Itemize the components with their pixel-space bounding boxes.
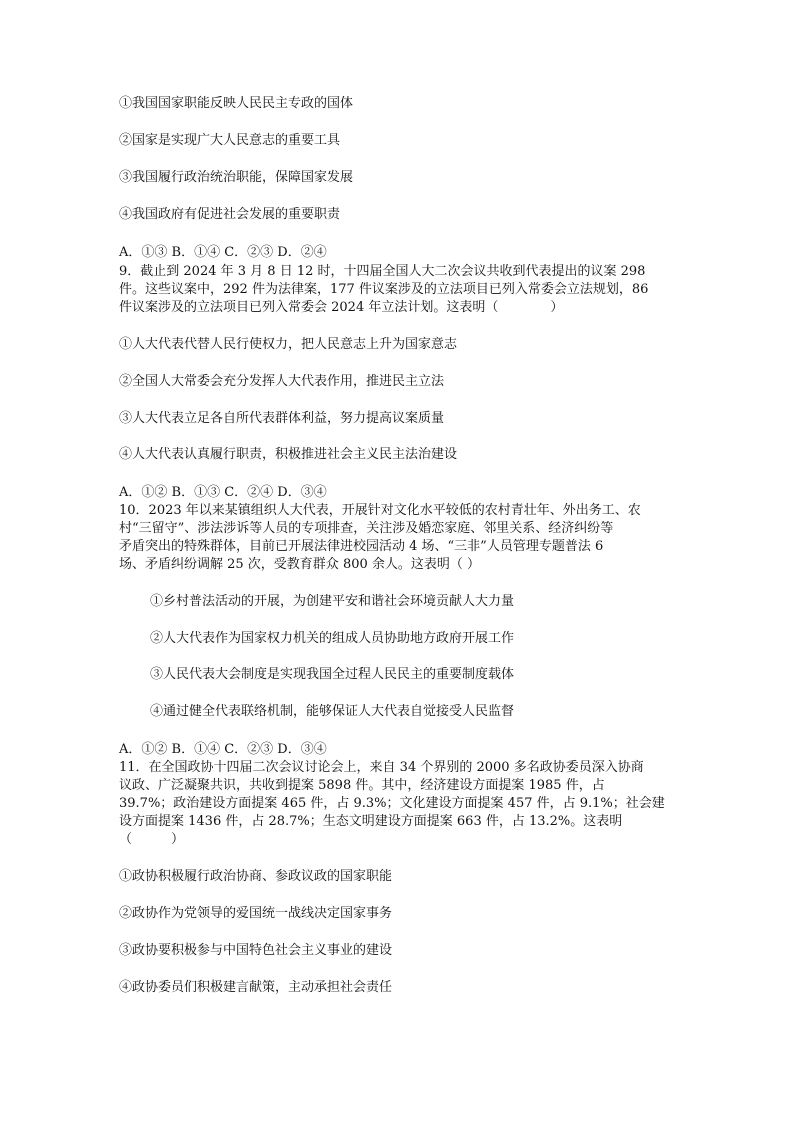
q11-stem-line-5: （ ）	[119, 832, 185, 847]
q10-stem-line-1: 10．2023 年以来某镇组织人大代表，开展针对文化水平较低的农村青壮年、外出务工、农	[119, 503, 641, 518]
q10-choices: A．①② B．①④ C．②③ D．③④	[119, 742, 327, 757]
q10-stem-line-4: 场、矛盾纠纷调解 25 次，受教育群众 800 余人。这表明（ ）	[119, 557, 481, 572]
q9-choices: A．①② B．①③ C．②④ D．③④	[119, 485, 327, 500]
q11-stem-line-3: 39.7%；政治建设方面提案 465 件，占 9.3%；文化建设方面提案 457 件，占 9.1%；社会建	[119, 796, 665, 811]
q10-stem-line-3: 矛盾突出的特殊群体，目前已开展法律进校园活动 4 场、“三非”人员管理专题普法 6	[119, 539, 604, 554]
q10-option-4: ④通过健全代表联络机制，能够保证人大代表自觉接受人民监督	[150, 704, 515, 719]
q11-option-2: ②政协作为党领导的爱国统一战线决定国家事务	[119, 906, 393, 921]
q11-option-3: ③政协要积极参与中国特色社会主义事业的建设	[119, 943, 393, 958]
q9-option-2: ②全国人大常委会充分发挥人大代表作用，推进民主立法	[119, 374, 445, 389]
q9-option-4: ④人大代表认真履行职责，积极推进社会主义民主法治建设	[119, 447, 458, 462]
q9-option-3: ③人大代表立足各自所代表群体利益，努力提高议案质量	[119, 411, 445, 426]
q8-option-4: ④我国政府有促进社会发展的重要职责	[119, 207, 341, 222]
q10-option-2: ②人大代表作为国家权力机关的组成人员协助地方政府开展工作	[150, 631, 515, 646]
q11-option-4: ④政协委员们积极建言献策，主动承担社会责任	[119, 980, 393, 995]
q9-stem-line-1: 9．截止到 2024 年 3 月 8 日 12 时，十四届全国人大二次会议共收到代表提出的议案 298	[119, 264, 646, 279]
q11-stem-line-1: 11．在全国政协十四届二次会议讨论会上，来自 34 个界别的 2000 多名政协委员深入协商	[119, 760, 644, 775]
q10-option-3: ③人民代表大会制度是实现我国全过程人民民主的重要制度载体	[150, 667, 515, 682]
q8-option-1: ①我国国家职能反映人民民主专政的国体	[119, 96, 354, 111]
q11-option-1: ①政协积极履行政治协商、参政议政的国家职能	[119, 869, 393, 884]
q10-option-1: ①乡村普法活动的开展，为创建平安和谐社会环境贡献人大力量	[150, 594, 515, 609]
q8-choices: A．①③ B．①④ C．②③ D．②④	[119, 245, 327, 260]
q11-stem-line-2: 议政、广泛凝聚共识，共收到提案 5898 件。其中，经济建设方面提案 1985 件，占	[119, 778, 605, 793]
q9-stem-line-3: 件议案涉及的立法项目已列入常委会 2024 年立法计划。这表明（ ）	[119, 300, 564, 315]
q9-option-1: ①人大代表代替人民行使权力，把人民意志上升为国家意志	[119, 337, 458, 352]
q9-stem-line-2: 件。这些议案中，292 件为法律案，177 件议案涉及的立法项目已列入常委会立法规划，86	[119, 282, 649, 297]
q8-option-2: ②国家是实现广大人民意志的重要工具	[119, 133, 341, 148]
q11-stem-line-4: 设方面提案 1436 件，占 28.7%；生态文明建设方面提案 663 件，占 13.2%。这表明	[119, 814, 623, 829]
q10-stem-line-2: 村“三留守”、涉法涉诉等人员的专项排查，关注涉及婚恋家庭、邻里关系、经济纠纷等	[119, 521, 614, 536]
q8-option-3: ③我国履行政治统治职能，保障国家发展	[119, 170, 354, 185]
